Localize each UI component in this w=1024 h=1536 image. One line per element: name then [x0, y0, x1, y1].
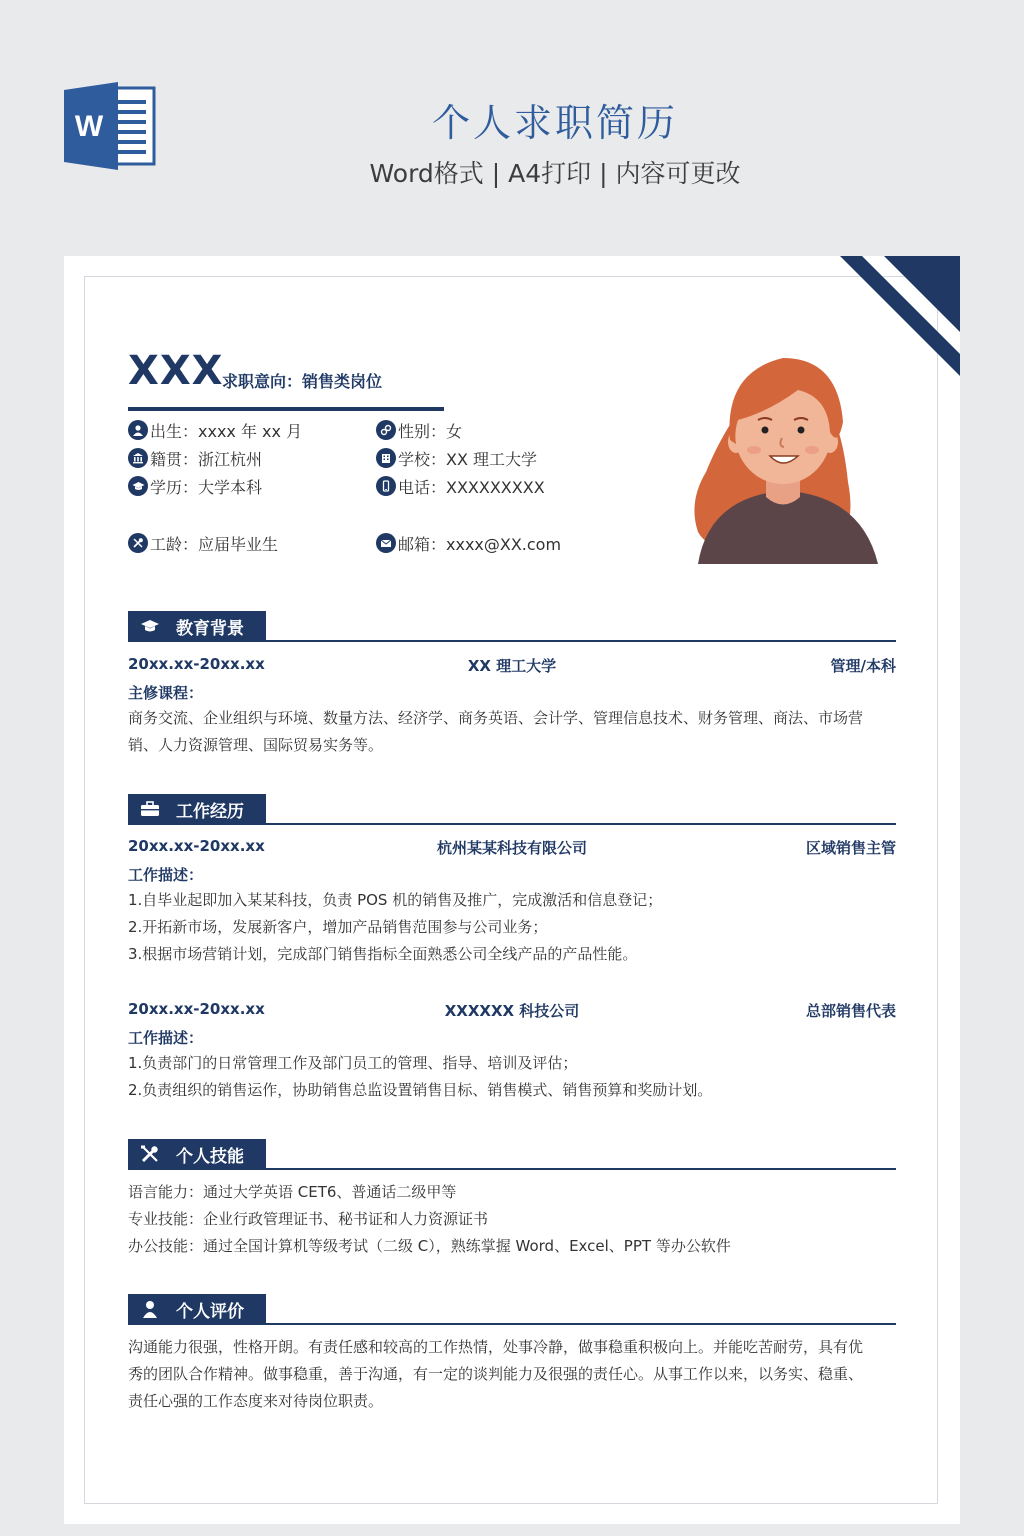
job-company: XXXXXX 科技公司 — [444, 1002, 580, 1020]
banner — [0, 0, 1024, 255]
school-icon — [376, 448, 396, 468]
evaluation-text — [128, 1334, 896, 1415]
skills-list — [128, 1179, 896, 1260]
mail-icon — [376, 533, 396, 553]
skill-line: 语言能力：通过大学英语 CET6、普通话二级甲等 — [128, 1183, 457, 1201]
tools-icon — [128, 533, 148, 553]
info-native-text: 籍贯：浙江杭州 — [150, 449, 263, 469]
job-entry — [128, 1000, 896, 1022]
info-native — [128, 447, 262, 469]
job-desc-line: 1.自毕业起即加入某某科技，负责 POS 机的销售及推广，完成激活和信息登记； — [128, 891, 663, 909]
building-icon — [128, 448, 148, 468]
job-period: 20xx.xx-20xx.xx — [128, 837, 265, 855]
job-desc-line: 2.开拓新市场，发展新客户，增加产品销售范围参与公司业务； — [128, 918, 548, 936]
job-desc-line: 3.根据市场营销计划，完成部门销售指标全面熟悉公司全线产品的产品性能。 — [128, 945, 638, 963]
job-company: 杭州某某科技有限公司 — [436, 839, 587, 857]
evaluation-heading: 个人评价 — [176, 1301, 244, 1322]
education-period: 20xx.xx-20xx.xx — [128, 655, 265, 673]
person-icon — [140, 1299, 160, 1319]
job-desc — [128, 1050, 896, 1104]
banner-title: 个人求职简历 — [431, 101, 678, 145]
info-email — [376, 532, 561, 554]
courses-label: 主修课程： — [128, 684, 204, 702]
gender-icon — [376, 420, 396, 440]
info-email-text: 邮箱：xxxx@XX.com — [398, 534, 562, 554]
info-birth — [128, 419, 302, 441]
job-desc-label: 工作描述： — [128, 1029, 204, 1047]
job-intent: 求职意向：销售类岗位 — [222, 372, 383, 391]
evaluation-line: 秀的团队合作精神。做事稳重，善于沟通，有一定的谈判能力及很强的责任心。从事工作以来，以务实、稳重、 — [128, 1365, 864, 1383]
job-desc — [128, 887, 896, 968]
graduation-cap-icon — [128, 476, 148, 496]
courses-line: 销、人力资源管理、国际贸易实务等。 — [128, 736, 384, 754]
info-gender-text: 性别：女 — [398, 421, 463, 441]
evaluation-line: 沟通能力很强，性格开朗。有责任感和较高的工作热情，处事冷静，做事稳重积极向上。并能吃苦耐劳，具有优 — [128, 1338, 864, 1356]
skill-line: 办公技能：通过全国计算机等级考试（二级 C），熟练掌握 Word、Excel、PPT 等办公软件 — [128, 1237, 731, 1255]
education-heading: 教育背景 — [176, 618, 244, 639]
info-gender — [376, 419, 462, 441]
education-major: 管理/本科 — [830, 657, 896, 675]
job-desc-label: 工作描述： — [128, 866, 204, 884]
work-heading: 工作经历 — [176, 801, 244, 822]
briefcase-icon — [140, 799, 160, 819]
avatar — [678, 352, 888, 564]
job-title: 总部销售代表 — [805, 1002, 896, 1020]
name-underline — [128, 407, 444, 411]
banner-subtitle: Word格式 | A4打印 | 内容可更改 — [369, 159, 741, 188]
graduation-cap-icon — [140, 616, 160, 636]
person-icon — [128, 420, 148, 440]
job-period: 20xx.xx-20xx.xx — [128, 1000, 265, 1018]
info-degree-text: 学历：大学本科 — [150, 477, 263, 497]
tools-icon — [140, 1144, 160, 1164]
education-school: XX 理工大学 — [467, 657, 557, 675]
info-work-years-text: 工龄：应届毕业生 — [150, 534, 279, 554]
courses-line: 商务交流、企业组织与环境、数量方法、经济学、商务英语、会计学、管理信息技术、财务管理、商法、市场营 — [128, 709, 864, 727]
info-school-text: 学校：XX 理工大学 — [398, 449, 538, 469]
job-desc-line: 1.负责部门的日常管理工作及部门员工的管理、指导、培训及评估； — [128, 1054, 578, 1072]
skill-line: 专业技能：企业行政管理证书、秘书证和人力资源证书 — [128, 1210, 489, 1228]
info-phone-text: 电话：XXXXXXXXX — [398, 477, 545, 497]
info-school — [376, 447, 537, 469]
phone-icon — [376, 476, 396, 496]
info-work-years — [128, 532, 278, 554]
evaluation-line: 责任心强的工作态度来对待岗位职责。 — [128, 1392, 384, 1410]
job-entry — [128, 837, 896, 859]
info-degree — [128, 475, 262, 497]
courses-text — [128, 705, 896, 759]
education-entry — [128, 655, 896, 677]
applicant-name: XXX — [128, 348, 224, 394]
job-desc-line: 2.负责组织的销售运作，协助销售总监设置销售目标、销售模式、销售预算和奖励计划。 — [128, 1081, 713, 1099]
skills-heading: 个人技能 — [176, 1146, 244, 1167]
info-phone — [376, 475, 545, 497]
word-icon-letter: W — [74, 110, 104, 143]
info-birth-text: 出生：xxxx 年 xx 月 — [150, 421, 303, 441]
job-title: 区域销售主管 — [805, 839, 896, 857]
